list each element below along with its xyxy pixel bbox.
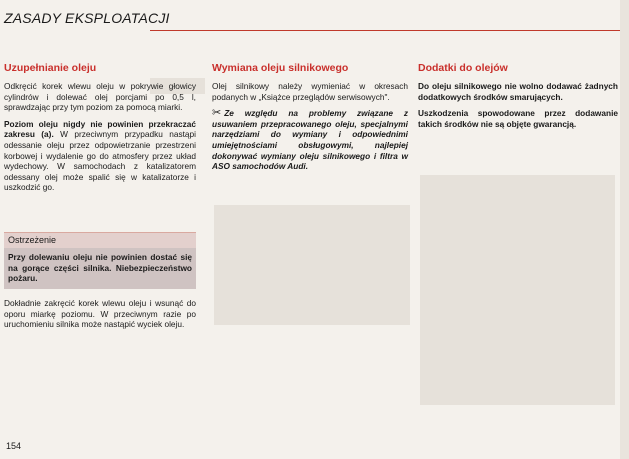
column-oil-topping-up [4,62,196,199]
page-header-title: ZASADY EKSPLOATACJI [4,10,170,26]
column-oil-change [212,62,408,178]
header-rule [150,30,620,31]
column-oil-topping-up-continued [4,298,196,336]
show-through-area [214,205,410,325]
paragraph-text: Ze względu na problemy związane z usuwaniem przepracowanego oleju, specjalnymi narzędziami do wymiany i odpowiednimi umiejętnościami obsługowymi, najlepiej dokonywać wymiany oleju silnikowego i filtra w ASO samochodów Audi. [212,108,408,172]
warning-heading: Ostrzeżenie [4,233,196,248]
scissors-icon: ✂ [212,107,222,120]
paragraph: Odkręcić korek wlewu oleju w pokrywie głowicy cylindrów i dolewać olej porcjami po 0,5 l, sprawdzając przy tym poziom za pomocą miarki. [4,81,196,113]
paragraph-text: W przeciwnym przypadku nastąpi odessanie oleju przez odpowietrzanie przestrzeni korbowej i wydalenie go do atmosfery przez układ wydechowy. W samochodach z katalizatorem odessany olej może spalić się w katalizatorze i uszkodzić go. [4,129,196,193]
paragraph: Olej silnikowy należy wymieniać w okresach podanych w „Książce przeglądów serwisowych". [212,81,408,102]
page-number: 154 [6,441,22,451]
section-title: Uzupełnianie oleju [4,62,97,74]
column-oil-additives [418,62,618,135]
paragraph [212,108,408,172]
section-title: Wymiana oleju silnikowego [212,62,349,74]
paragraph: Uszkodzenia spowodowane przez dodawanie takich środków nie są objęte gwarancją. [418,108,618,129]
show-through-area [420,175,615,405]
section-title: Dodatki do olejów [418,62,508,74]
warning-text: Przy dolewaniu oleju nie powinien dostać się na gorące części silnika. Niebezpieczeństwo pożaru. [4,248,196,289]
bold-warning-text: Poziom oleju nigdy nie powinien przekraczać zakresu (a). [4,118,196,140]
paragraph [4,119,196,193]
warning-box [4,232,196,289]
page-edge-shadow [620,0,629,459]
paragraph: Dokładnie zakręcić korek wlewu oleju i wsunąć do oporu miarkę poziomu. W przeciwnym razie po uruchomieniu silnika może nastąpić wyciek oleju. [4,298,196,330]
paragraph: Do oleju silnikowego nie wolno dodawać żadnych dodatkowych środków smarujących. [418,81,618,102]
